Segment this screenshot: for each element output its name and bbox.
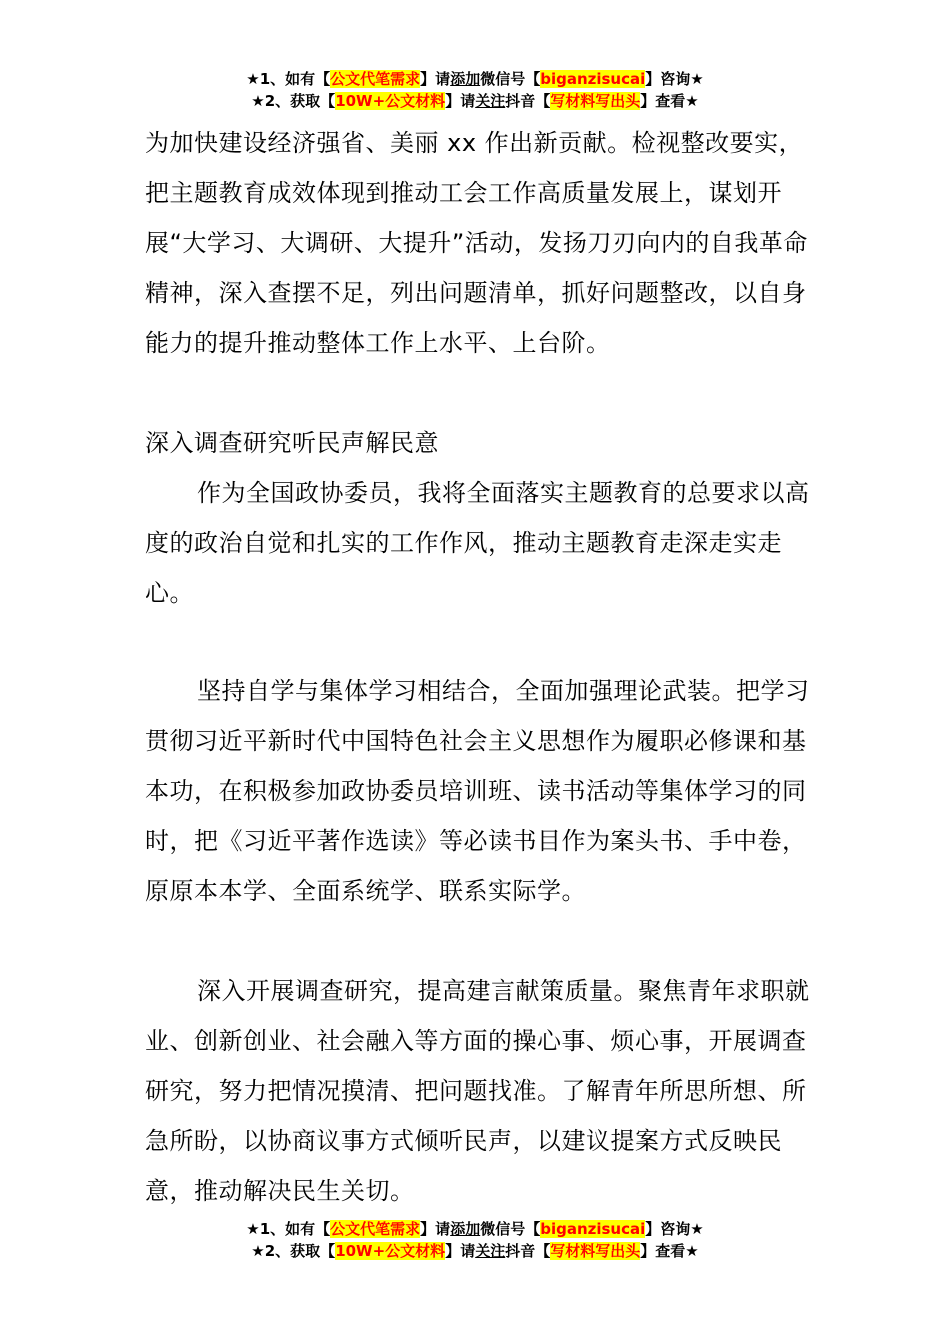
banner-text: 】查看★ (640, 1242, 699, 1260)
document-paragraph-3 (145, 666, 813, 916)
paragraph-text: 为加快建设经济强省、美丽 xx 作出新贡献。检视整改要实，把主题教育成效体现到推动工会工作高质量发展上，谋划开展“大学习、大调研、大提升”活动，发扬刀刃向内的自我革命精神，深入查摆不足，列出问题清单，抓好问题整改，以自身能力的提升推动整体工作上水平、上台阶。 (145, 129, 808, 357)
banner-text: 微信号【 (480, 70, 541, 88)
banner-highlight: 写材料写出头 (550, 1242, 641, 1260)
footer-banner (0, 1218, 950, 1262)
banner-text: ★1、如有【 (246, 1220, 331, 1238)
document-paragraph-4 (145, 966, 813, 1216)
banner-text: 微信号【 (480, 1220, 541, 1238)
banner-line-2 (0, 90, 950, 112)
banner-text: 】请 (420, 1220, 451, 1238)
banner-text: 】请 (420, 70, 451, 88)
banner-text: 】请 (445, 92, 476, 110)
banner-text: 】咨询★ (645, 1220, 704, 1238)
banner-text: 】咨询★ (645, 70, 704, 88)
banner-underlined: 关注 (475, 1242, 506, 1260)
banner-highlight: 公文代笔需求 (330, 1220, 421, 1238)
banner-line-2 (0, 1240, 950, 1262)
banner-text: 抖音【 (505, 92, 551, 110)
banner-text: 】查看★ (640, 92, 699, 110)
banner-underlined: 添加 (450, 70, 481, 88)
section-heading (145, 418, 813, 468)
banner-underlined: 关注 (475, 92, 506, 110)
header-banner (0, 68, 950, 112)
banner-text: ★2、获取【 (251, 92, 336, 110)
banner-line-1 (0, 68, 950, 90)
banner-underlined: 添加 (450, 1220, 481, 1238)
banner-highlight: 公文代笔需求 (330, 70, 421, 88)
banner-highlight: 10W+公文材料 (335, 92, 446, 110)
paragraph-text: 深入开展调查研究，提高建言献策质量。聚焦青年求职就业、创新创业、社会融入等方面的操心事、烦心事，开展调查研究，努力把情况摸清、把问题找准。了解青年所思所想、所急所盼，以协商议事方式倾听民声，以建议提案方式反映民意，推动解决民生关切。 (145, 977, 810, 1205)
heading-text: 深入调查研究听民声解民意 (145, 429, 439, 457)
banner-text: ★1、如有【 (246, 70, 331, 88)
banner-highlight: biganzisucai (540, 1220, 646, 1238)
paragraph-text: 作为全国政协委员，我将全面落实主题教育的总要求以高度的政治自觉和扎实的工作作风，推动主题教育走深走实走心。 (145, 479, 810, 607)
document-paragraph-1 (145, 118, 813, 368)
banner-text: 】请 (445, 1242, 476, 1260)
banner-highlight: biganzisucai (540, 70, 646, 88)
banner-line-1 (0, 1218, 950, 1240)
banner-text: ★2、获取【 (251, 1242, 336, 1260)
document-paragraph-2 (145, 468, 813, 618)
banner-text: 抖音【 (505, 1242, 551, 1260)
banner-highlight: 写材料写出头 (550, 92, 641, 110)
paragraph-text: 坚持自学与集体学习相结合，全面加强理论武装。把学习贯彻习近平新时代中国特色社会主义思想作为履职必修课和基本功，在积极参加政协委员培训班、读书活动等集体学习的同时，把《习近平著作选读》等必读书目作为案头书、手中卷，原原本本学、全面系统学、联系实际学。 (145, 677, 810, 905)
banner-highlight: 10W+公文材料 (335, 1242, 446, 1260)
